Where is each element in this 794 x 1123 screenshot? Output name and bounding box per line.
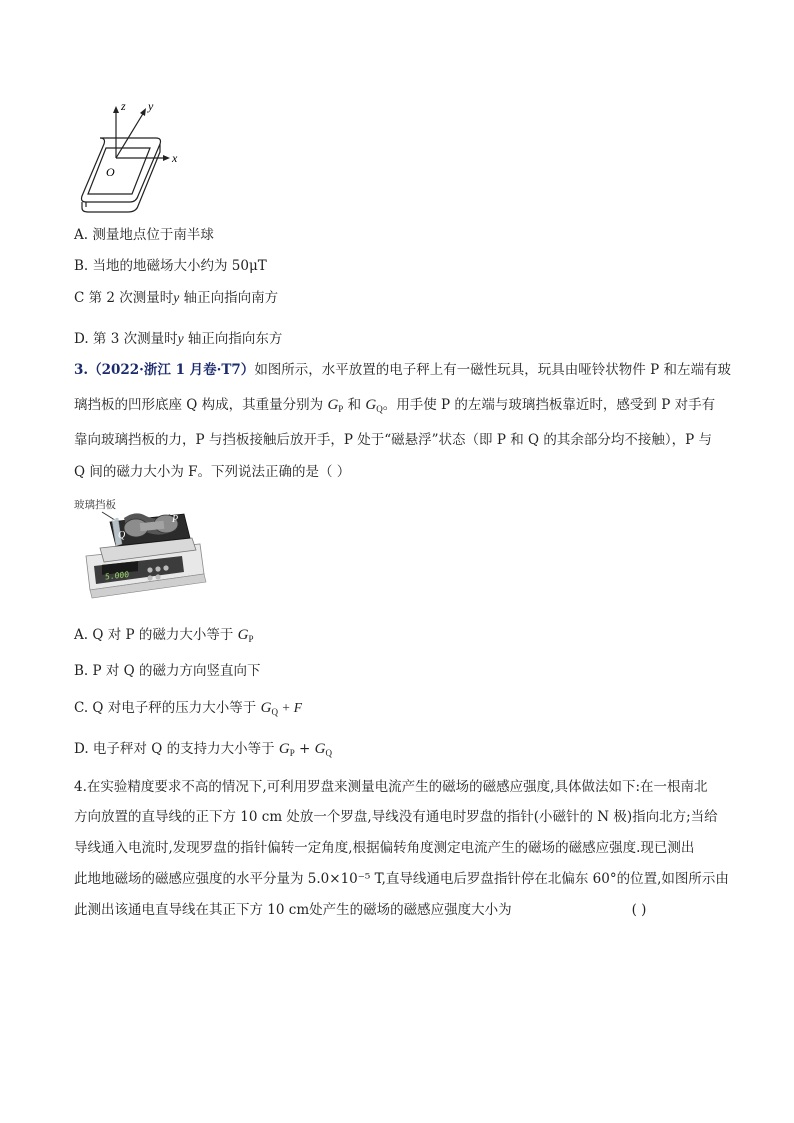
q3-option-c-text: C. Q 对电子秤的压力大小等于 [74,700,261,716]
scale-display: 5.000 [105,570,130,582]
fig-label-q: Q [118,530,126,541]
q2-option-d-prefix: D. 第 3 次测量时 [74,331,178,347]
q3-option-d-text: D. 电子秤对 Q 的支持力大小等于 [74,741,279,757]
axis-z-label: z [121,99,126,113]
phone-axes-figure [66,96,196,214]
q2-option-a: A. 测量地点位于南半球 [74,227,214,243]
q4-line-4: 此地地磁场的磁感应强度的水平分量为 5.0×10⁻⁵ T,直导线通电后罗盘指针停在北偏东 60°的位置,如图所示由 [74,871,729,887]
q2-option-c-prefix: C 第 2 次测量时 [74,290,174,306]
q3-number: 3. [74,362,89,378]
origin-label: O [106,165,115,179]
scale-toy-figure [72,494,212,606]
q3-line-2 [74,398,715,414]
q2-option-c-suffix: 轴正向指向南方 [179,290,279,306]
q4-line-2: 方向放置的直导线的正下方 10 cm 处放一个罗盘,导线没有通电时罗盘的指针(小磁针的 N 极)指向北方;当给 [74,809,718,825]
q2-option-d-suffix: 轴正向指向东方 [183,331,283,347]
q3-line-3: 靠向玻璃挡板的力，P 与挡板接触后放开手，P 处于“磁悬浮”状态（即 P 和 Q 的其余部分均不接触），P 与 [74,432,712,448]
symbol-gp: $G_P$ [237,627,254,644]
q4-line-1: 4.在实验精度要求不高的情况下,可利用罗盘来测量电流产生的磁场的磁感应强度,具体做法如下:在一根南北 [74,779,708,795]
q3-option-d [74,742,332,758]
q2-option-c [74,291,278,306]
q3-option-d-plus: + [294,741,315,757]
q3-text-2c: 。用手使 P 的左端与玻璃挡板靠近时，感受到 P 对手有 [382,397,716,413]
q3-line-1 [74,364,731,378]
q4-line-3: 导线通入电流时,发现罗盘的指针偏转一定角度,根据偏转角度测定电流产生的磁场的磁感应强度.现已测出 [74,840,695,856]
axis-y-label: y [148,99,154,113]
answer-parentheses: ( ) [631,902,647,918]
q4-line-5 [74,904,646,918]
q2-option-d-var: y [177,331,184,346]
axis-x-label: x [172,151,178,165]
q3-option-c-suffix: + F [277,700,303,715]
q3-option-b: B. P 对 Q 的磁力方向竖直向下 [74,663,261,679]
symbol-gq: $G_Q$ [260,700,278,717]
q3-source: （2022·浙江 1 月卷·T7） [88,362,255,378]
q3-option-c [74,701,302,717]
q3-option-a-text: A. Q 对 P 的磁力大小等于 [74,627,238,643]
q2-option-c-var: y [173,290,180,305]
q3-text-2b: 和 [343,397,366,413]
q3-text-1: 如图所示，水平放置的电子秤上有一磁性玩具，玩具由哑铃状物件 P 和左端有玻 [254,362,731,378]
fig-label-p: P [172,514,179,525]
q3-text-2a: 璃挡板的凹形底座 Q 构成，其重量分别为 [74,397,328,413]
symbol-gp: $G_P$ [278,741,295,758]
symbol-gq: $G_Q$ [365,397,383,414]
glass-barrier-label: 玻璃挡板 [74,499,116,511]
symbol-gp: $G_P$ [327,397,344,414]
q2-option-d [74,332,282,347]
q3-line-4: Q 间的磁力大小为 F。下列说法正确的是（ ） [74,464,351,480]
q3-option-a [74,628,254,644]
symbol-gq: $G_Q$ [314,741,332,758]
q4-text-5: 此测出该通电直导线在其正下方 10 cm处产生的磁场的磁感应强度大小为 [74,902,512,918]
q2-option-b: B. 当地的地磁场大小约为 50μT [74,258,267,274]
